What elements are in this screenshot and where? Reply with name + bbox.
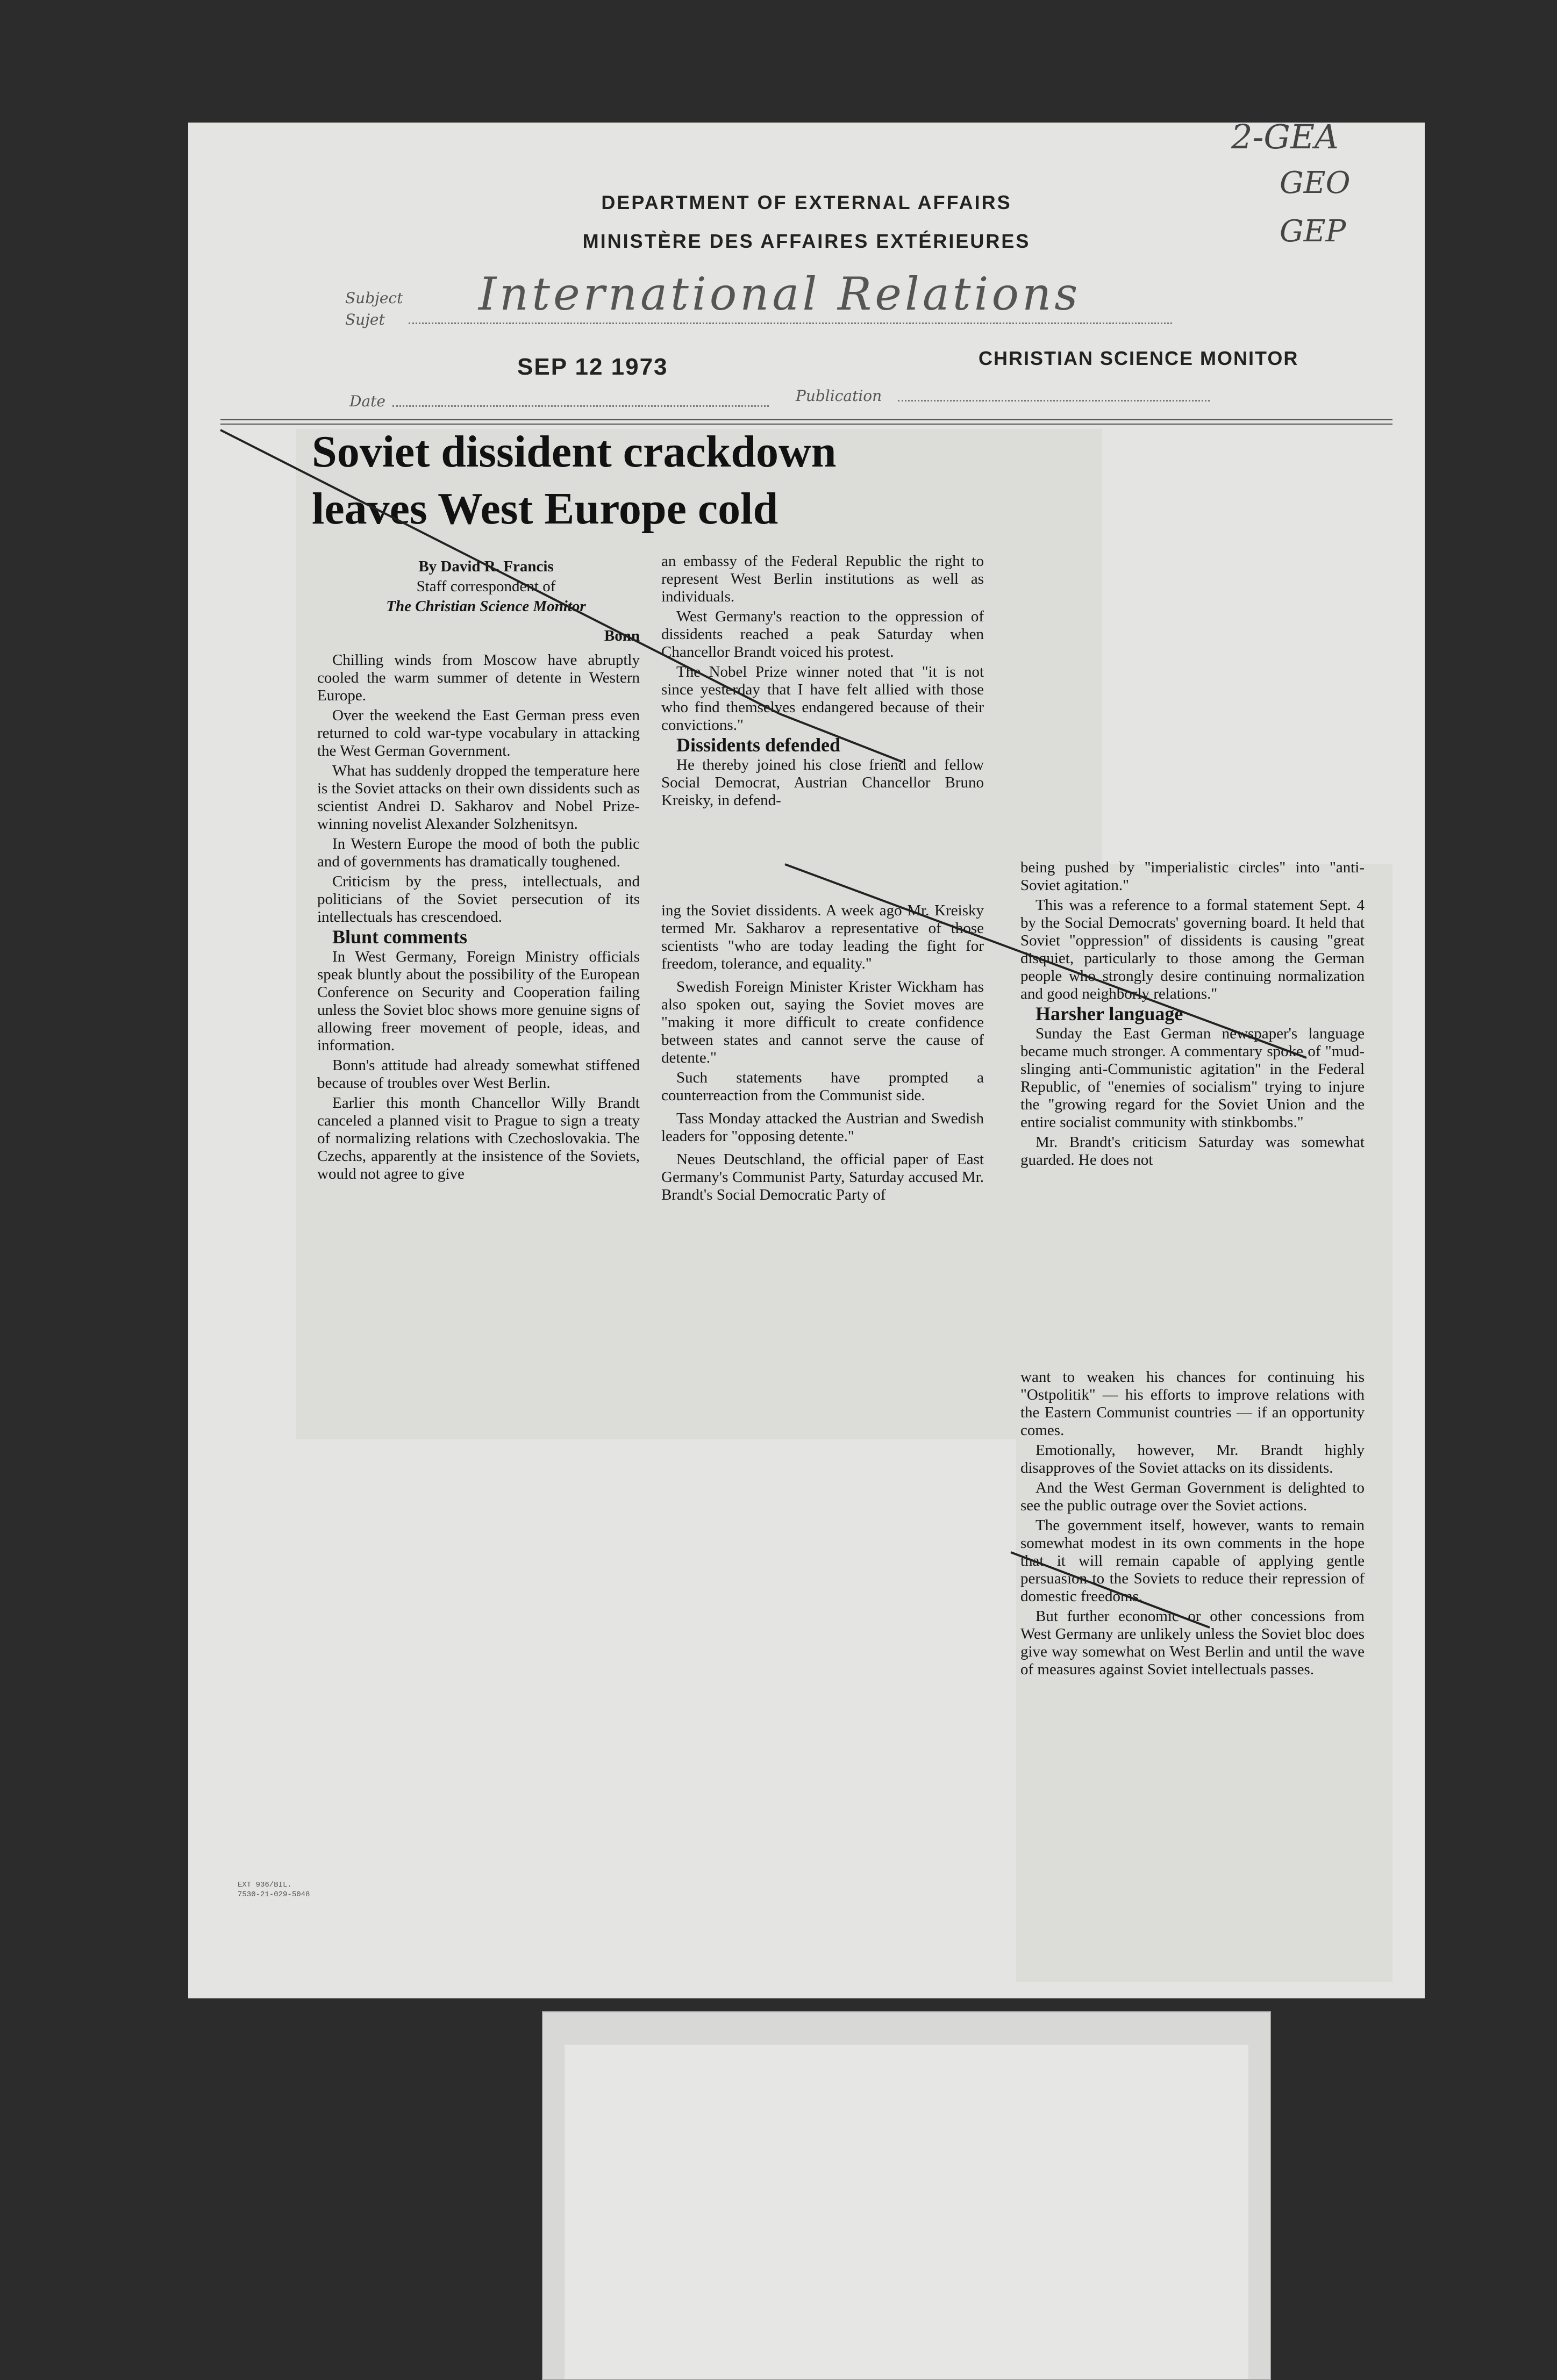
- paragraph: an embassy of the Federal Republic the right to represent West Berlin institutions as well as individuals.: [661, 553, 984, 605]
- date-label: Date: [349, 392, 385, 410]
- paragraph: Criticism by the press, intellectuals, and politicians of the Soviet persecution of its intellectuals has crescendoed.: [317, 873, 640, 926]
- headline-line-2: leaves West Europe cold: [312, 484, 778, 534]
- subject-value: International Relations: [478, 268, 1081, 320]
- paragraph: Swedish Foreign Minister Krister Wickham has also spoken out, saying the Soviet moves are "making it more difficult to create confidence between states and cannot serve the cause of detente.": [661, 978, 984, 1066]
- paper-slip-inner: [565, 2045, 1248, 2379]
- paragraph: What has suddenly dropped the temperature here is the Soviet attacks on their own dissidents such as scientist Andrei D. Sakharov and Nobel Prize-winning novelist Alexander Solzhenitsyn.: [317, 762, 640, 833]
- paragraph: He thereby joined his close friend and fellow Social Democrat, Austrian Chancellor Bruno Kreisky, in defend-: [661, 756, 984, 809]
- form-number-line-2: 7530-21-029-5048: [238, 1890, 310, 1899]
- paragraph: Tass Monday attacked the Austrian and Swedish leaders for "opposing detente.": [661, 1110, 984, 1145]
- form-number-line-1: EXT 936/BIL.: [238, 1881, 292, 1889]
- paragraph: Bonn's attitude had already somewhat stiffened because of troubles over West Berlin.: [317, 1057, 640, 1092]
- department-title-en: DEPARTMENT OF EXTERNAL AFFAIRS: [601, 191, 1012, 213]
- department-title-fr: MINISTÈRE DES AFFAIRES EXTÉRIEURES: [582, 230, 1031, 252]
- byline-name: By David R. Francis: [418, 558, 554, 575]
- file-code-3: GEP: [1280, 214, 1346, 249]
- paragraph: ing the Soviet dissidents. A week ago Mr. Kreisky termed Mr. Sakharov a representative of those scientists "who are today leading the fight for freedom, tolerance, and equality.": [661, 902, 984, 972]
- paragraph: In West Germany, Foreign Ministry officials speak bluntly about the possibility of the European Conference on Security and Cooperation failing unless the Soviet bloc shows more genuine signs of allowing freer movement of people, ideas, and information.: [317, 948, 640, 1054]
- pen-strike-lines: [188, 123, 1425, 1998]
- strike-line-3: [785, 864, 1306, 1058]
- subhead-dissidents-defended: Dissidents defended: [676, 734, 841, 756]
- paragraph: Earlier this month Chancellor Willy Brandt canceled a planned visit to Prague to sign a treaty of normalizing relations with Czechoslovakia. The Czechs, apparently at the insistence of the Soviets, would not agree to give: [317, 1094, 640, 1182]
- date-stamp: SEP 12 1973: [517, 354, 668, 380]
- strike-line-1: [220, 430, 780, 714]
- paragraph: Emotionally, however, Mr. Brandt highly disapproves of the Soviet attacks on its dissidents.: [1020, 1442, 1365, 1476]
- file-code-2: GEO: [1280, 166, 1351, 200]
- publication-label: Publication: [796, 387, 882, 405]
- paragraph: The government itself, however, wants to remain somewhat modest in its own comments in the hope that it will remain capable of applying gentle persuasion to the Soviets to reduce their repression of domestic freedoms.: [1020, 1517, 1365, 1605]
- paper-slip: [542, 2011, 1271, 2380]
- paragraph: being pushed by "imperialistic circles" into "anti-Soviet agitation.": [1020, 859, 1365, 894]
- paragraph: West Germany's reaction to the oppression of dissidents reached a peak Saturday when Chancellor Brandt voiced his protest.: [661, 608, 984, 661]
- paragraph: Chilling winds from Moscow have abruptly cooled the warm summer of detente in Western Europe.: [317, 651, 640, 704]
- headline-line-1: Soviet dissident crackdown: [312, 427, 837, 477]
- dateline: Bonn: [604, 627, 640, 644]
- byline-paper: The Christian Science Monitor: [386, 598, 586, 615]
- paragraph: Sunday the East German newspaper's language became much stronger. A commentary spoke of "mud-slinging anti-Communistic agitation" in the Federal Republic, of "enemies of socialism" trying to injure the "growing regard for the Soviet Union and the entire socialist community with stinkbombs.": [1020, 1025, 1365, 1131]
- file-code-1: 2-GEA: [1231, 117, 1339, 156]
- subhead-blunt-comments: Blunt comments: [332, 926, 467, 948]
- paragraph: The Nobel Prize winner noted that "it is not since yesterday that I have felt allied with those who find themselves endangered because of their convictions.": [661, 663, 984, 734]
- paragraph: In Western Europe the mood of both the public and of governments has dramatically toughened.: [317, 835, 640, 870]
- paragraph: Neues Deutschland, the official paper of East Germany's Communist Party, Saturday accused Mr. Brandt's Social Democratic Party of: [661, 1151, 984, 1203]
- subject-label-en: Subject: [345, 289, 403, 307]
- paragraph: Mr. Brandt's criticism Saturday was somewhat guarded. He does not: [1020, 1134, 1365, 1169]
- paragraph: want to weaken his chances for continuing his "Ostpolitik" — his efforts to improve relations with the Eastern Communist countries — if an opportunity comes.: [1020, 1368, 1365, 1439]
- paragraph: This was a reference to a formal statement Sept. 4 by the Social Democrats' governing board. It held that Soviet "oppression" of dissidents is causing "great disquiet, particularly to those among the German people who strongly desire continuing normalization and good neighborly relations.": [1020, 897, 1365, 1002]
- paragraph: And the West German Government is delighted to see the public outrage over the Soviet actions.: [1020, 1479, 1365, 1514]
- publication-name: CHRISTIAN SCIENCE MONITOR: [979, 347, 1299, 369]
- form-number: [238, 1880, 310, 1899]
- archive-page: [188, 117, 1425, 1998]
- paragraph: Over the weekend the East German press even returned to cold war-type vocabulary in attacking the West German Government.: [317, 707, 640, 759]
- paragraph: But further economic or other concessions from West Germany are unlikely unless the Soviet bloc does give way somewhat on West Berlin and until the wave of measures against Soviet intellectuals passes.: [1020, 1608, 1365, 1678]
- subhead-harsher-language: Harsher language: [1035, 1003, 1183, 1024]
- strike-line-2: [780, 714, 903, 762]
- strike-line-4: [1011, 1552, 1210, 1628]
- byline-role: Staff correspondent of: [416, 578, 556, 595]
- subject-label-fr: Sujet: [345, 311, 385, 328]
- paragraph: Such statements have prompted a counterreaction from the Communist side.: [661, 1069, 984, 1104]
